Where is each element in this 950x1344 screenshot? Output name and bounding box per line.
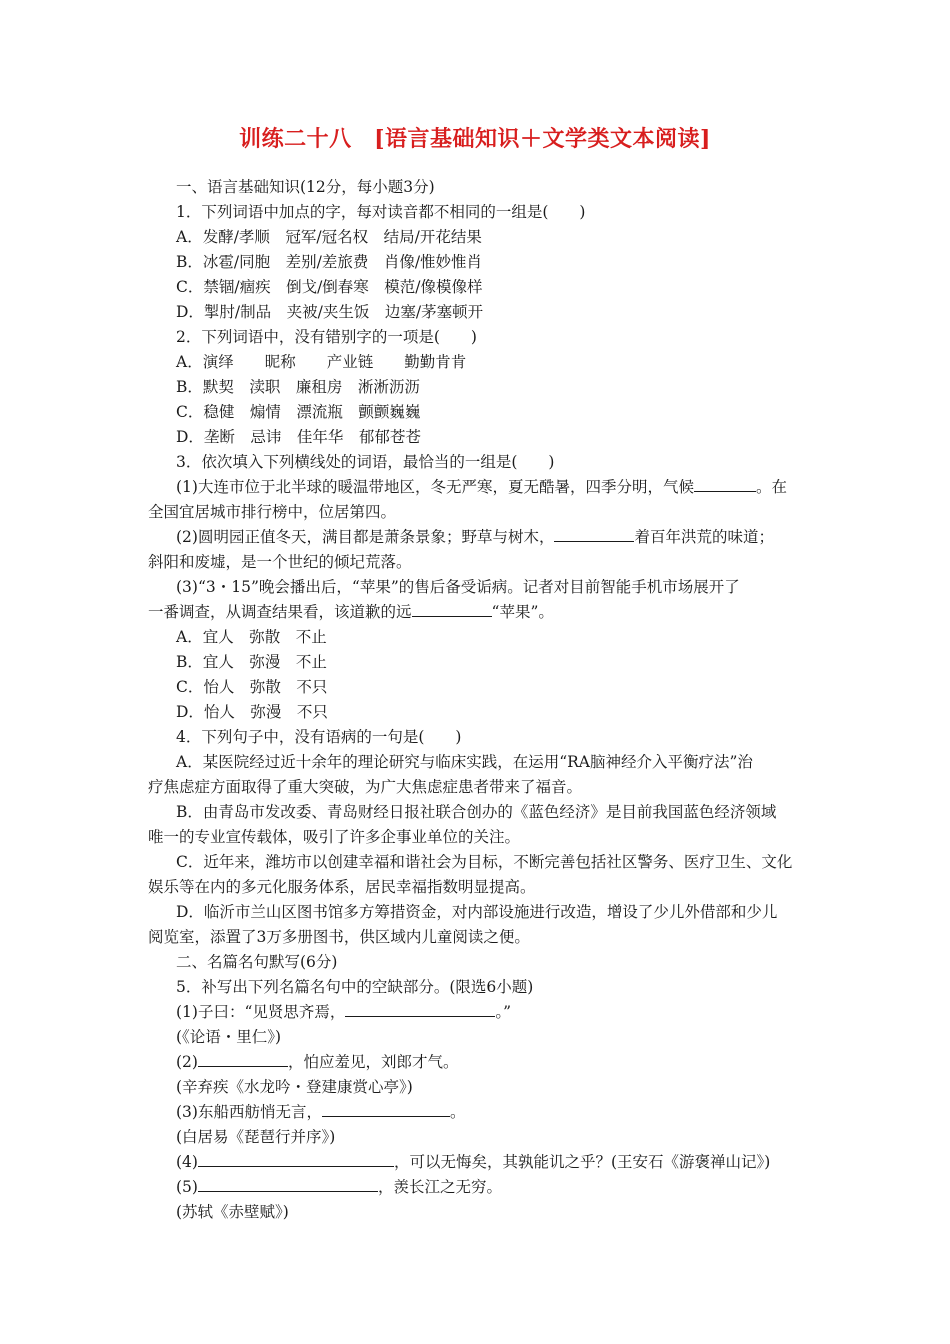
question-5: 5．补写出下列名篇名句中的空缺部分。(限选6小题) (176, 978, 534, 996)
question-3-passage-2 (148, 525, 808, 550)
poem-text: ，怕应羞见，刘郎才气。 (287, 1053, 459, 1071)
question-3-passage-1 (148, 475, 808, 500)
option-1b: B．冰雹/同胞 差别/差旅费 肖像/惟妙惟肖 (176, 253, 483, 271)
question-5-item-5 (148, 1175, 808, 1200)
option-4a-cont: 疗焦虑症方面取得了重大突破，为广大焦虑症患者带来了福音。 (148, 778, 583, 796)
passage-text: 。在 (755, 478, 787, 496)
passage-text: (1)大连市位于北半球的暖温带地区，冬无严寒，夏无酷暑，四季分明，气候 (176, 478, 694, 496)
section-heading-1: 一、语言基础知识(12分，每小题3分) (176, 178, 435, 196)
question-5-source-3: (白居易《琵琶行并序》) (176, 1128, 336, 1146)
option-1c: C．禁锢/痼疾 倒戈/倒春寒 模范/像模像样 (176, 278, 483, 296)
document-body (148, 175, 808, 1225)
poem-text: (2) (176, 1053, 198, 1071)
fill-blank (198, 1151, 394, 1167)
fill-blank (198, 1176, 378, 1192)
option-3c: C．怡人 弥散 不只 (176, 678, 328, 696)
section-heading-2: 二、名篇名句默写(6分) (176, 953, 338, 971)
passage-text: (2)圆明园正值冬天，满目都是萧条景象；野草与树木， (176, 528, 555, 546)
question-3: 3．依次填入下列横线处的词语，最恰当的一组是( ) (176, 453, 555, 471)
poem-text: (3)东船西舫悄无言， (176, 1103, 322, 1121)
passage-text: 着百年洪荒的味道； (634, 528, 774, 546)
fill-blank (198, 1051, 288, 1067)
option-3d: D．怡人 弥漫 不只 (176, 703, 328, 721)
option-1a: A．发酵/孝顺 冠军/冠名权 结局/开花结果 (176, 228, 482, 246)
question-5-item-4 (148, 1150, 808, 1175)
passage-text: 一番调查，从调查结果看，该道歉的远 (148, 603, 412, 621)
option-4a: A．某医院经过近十余年的理论研究与临床实践，在运用“RA脑神经介入平衡疗法”治 (176, 753, 753, 771)
passage-text: “苹果”。 (491, 603, 554, 621)
fill-blank (345, 1001, 495, 1017)
option-2a: A．演绎 昵称 产业链 勤勤肯肯 (176, 353, 467, 371)
question-5-source-2: (辛弃疾《水龙吟・登建康赏心亭》) (176, 1078, 413, 1096)
option-4b: B．由青岛市发改委、青岛财经日报社联合创办的《蓝色经济》是目前我国蓝色经济领域 (176, 803, 777, 821)
poem-text: 。 (449, 1103, 466, 1121)
poem-text: 。” (495, 1003, 512, 1021)
option-3b: B．宜人 弥漫 不止 (176, 653, 327, 671)
fill-blank (322, 1101, 450, 1117)
fill-blank (694, 476, 756, 492)
fill-blank (412, 601, 492, 617)
question-2: 2．下列词语中，没有错别字的一项是( ) (176, 328, 477, 346)
question-1: 1．下列词语中加点的字，每对读音都不相同的一组是( ) (176, 203, 586, 221)
question-3-passage-3-cont (148, 600, 808, 625)
option-4d: D．临沂市兰山区图书馆多方筹措资金，对内部设施进行改造，增设了少儿外借部和少儿 (176, 903, 778, 921)
option-1d: D．掣肘/制品 夹被/夹生饭 边塞/茅塞顿开 (176, 303, 484, 321)
question-5-source-1: (《论语・里仁》) (176, 1028, 282, 1046)
option-2b: B．默契 渎职 廉租房 淅淅沥沥 (176, 378, 420, 396)
poem-text: ，可以无悔矣，其孰能讥之乎？(王安石《游褒禅山记》) (393, 1153, 771, 1171)
option-4d-cont: 阅览室，添置了3万多册图书，供区域内儿童阅读之便。 (148, 928, 530, 946)
option-2d: D．垄断 忌讳 佳年华 郁郁苍苍 (176, 428, 421, 446)
question-3-passage-1-cont: 全国宜居城市排行榜中，位居第四。 (148, 503, 397, 521)
question-5-item-3 (148, 1100, 808, 1125)
question-5-item-2 (148, 1050, 808, 1075)
option-4c: C．近年来，潍坊市以创建幸福和谐社会为目标，不断完善包括社区警务、医疗卫生、文化 (176, 853, 793, 871)
question-5-item-1 (148, 1000, 808, 1025)
poem-text: (4) (176, 1153, 198, 1171)
question-4: 4．下列句子中，没有语病的一句是( ) (176, 728, 462, 746)
question-3-passage-2-cont: 斜阳和废墟，是一个世纪的倾圮荒落。 (148, 553, 412, 571)
option-4c-cont: 娱乐等在内的多元化服务体系，居民幸福指数明显提高。 (148, 878, 536, 896)
poem-text: (5) (176, 1178, 198, 1196)
question-3-passage-3: (3)“3・15”晚会播出后，“苹果”的售后备受诟病。记者对目前智能手机市场展开了 (176, 578, 740, 596)
fill-blank (554, 526, 634, 542)
poem-text: ，羡长江之无穷。 (377, 1178, 502, 1196)
page-title: 训练二十八 [语言基础知识＋文学类文本阅读] (239, 126, 711, 152)
option-3a: A．宜人 弥散 不止 (176, 628, 327, 646)
poem-text: (1)子曰：“见贤思齐焉， (176, 1003, 346, 1021)
option-4b-cont: 唯一的专业宣传载体，吸引了许多企事业单位的关注。 (148, 828, 521, 846)
option-2c: C．稳健 煽情 漂流瓶 颤颤巍巍 (176, 403, 421, 421)
question-5-source-5: (苏轼《赤壁赋》) (176, 1203, 289, 1221)
